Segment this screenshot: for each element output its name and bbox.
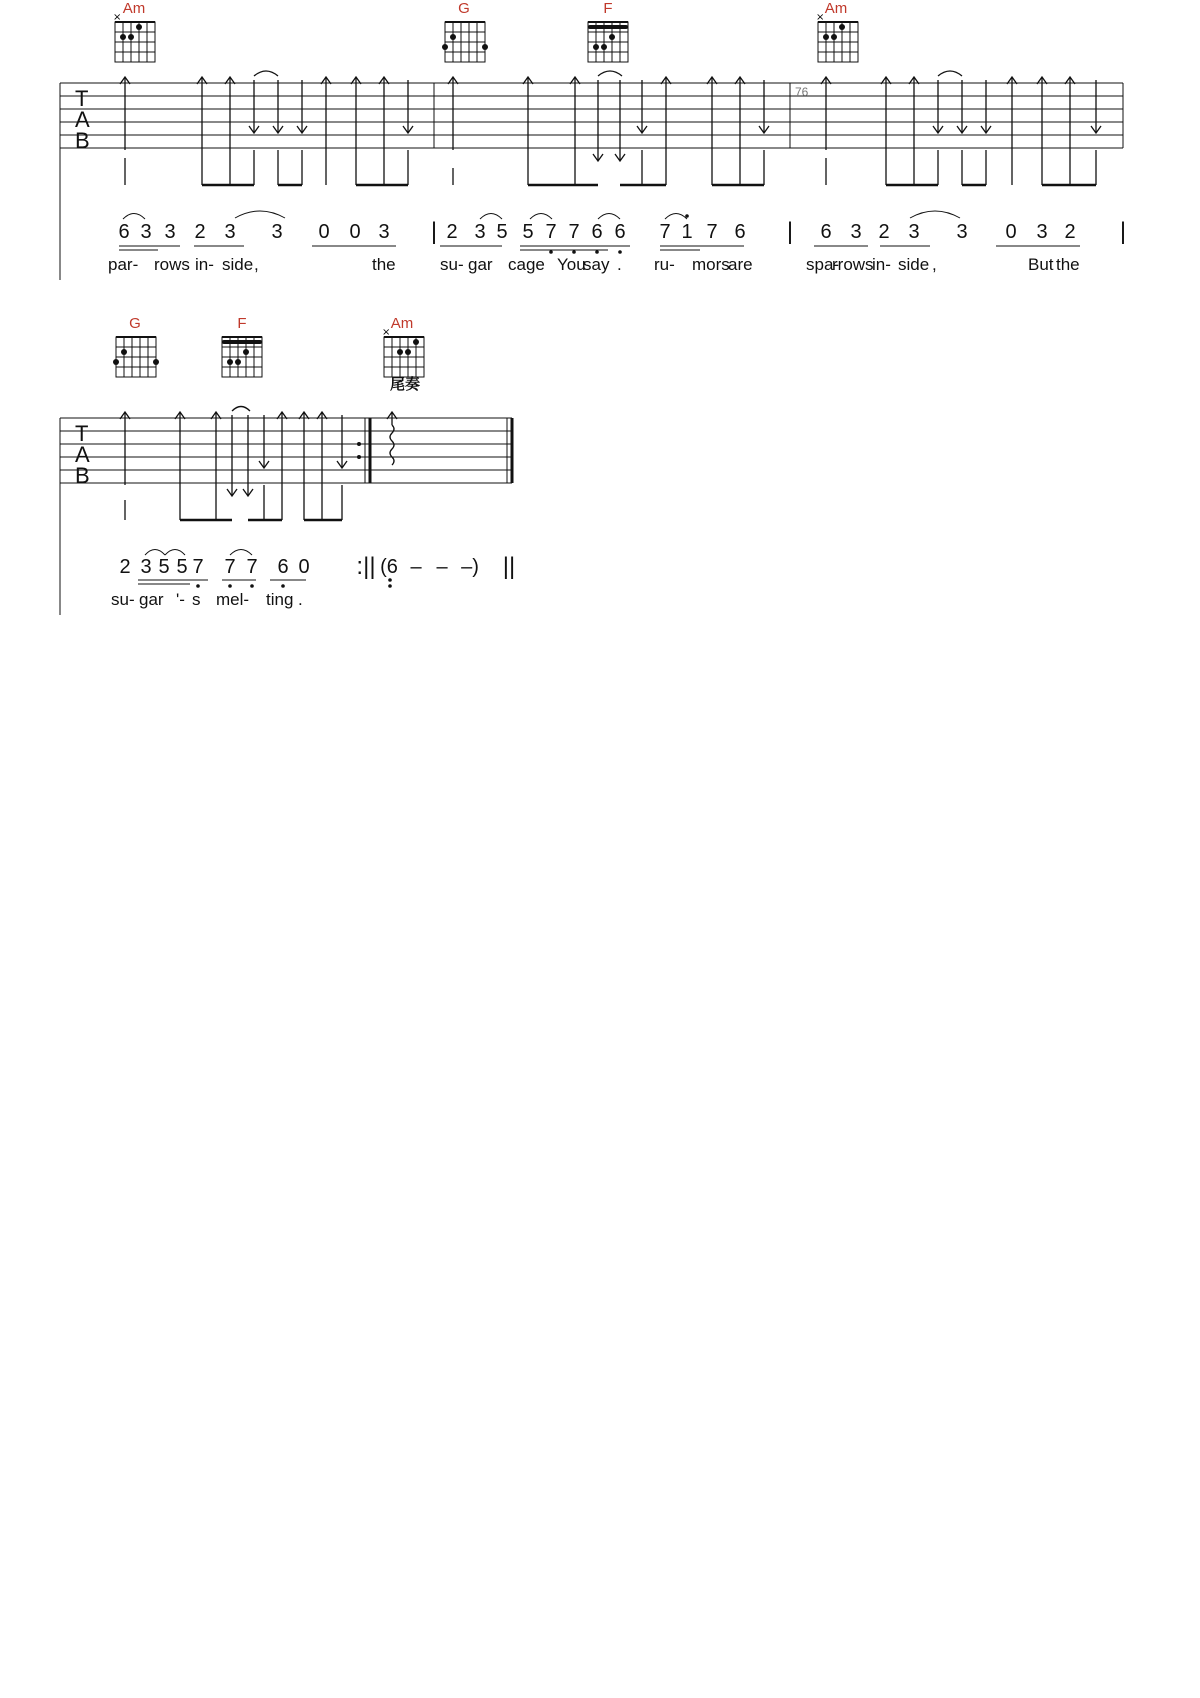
lyric-syllable: rrows <box>832 255 874 274</box>
jianpu-note: 3 <box>378 221 390 243</box>
jianpu-note: 3 <box>850 221 862 243</box>
jianpu-note: 0 <box>1005 221 1017 243</box>
measure-number: 76 <box>795 85 809 99</box>
lyric-syllable: gar <box>139 590 164 609</box>
system-2-graphics <box>0 0 1200 620</box>
svg-text:×: × <box>382 327 391 338</box>
jianpu-note: 7 <box>706 221 718 243</box>
chord-name-am: Am <box>122 0 146 17</box>
chord-name-f: F <box>603 0 613 17</box>
lyric-syllable: ru- <box>654 255 675 274</box>
jianpu-note: 3 <box>140 556 152 578</box>
chord-diagram-g <box>113 337 159 377</box>
strum-pattern-2 <box>120 407 397 521</box>
lyric-syllable: You <box>557 255 586 274</box>
jianpu-note: 3 <box>164 221 176 243</box>
final-barline <box>507 418 512 483</box>
jianpu-dash: – <box>436 556 448 578</box>
lyric-syllable: side <box>898 255 930 274</box>
jianpu-note: 5 <box>158 556 170 578</box>
lyric-syllable: the <box>372 255 396 274</box>
jianpu-note: 5 <box>522 221 534 243</box>
repeat-sign-text: :|| <box>356 553 376 580</box>
jianpu-note: 7 <box>568 221 580 243</box>
jianpu-note: 0 <box>298 556 310 578</box>
tab-clef-a: A <box>75 107 90 132</box>
lyric-syllable: par- <box>108 255 139 274</box>
section-label-outro: 尾奏 <box>390 375 421 393</box>
final-barline-text: || <box>502 553 516 580</box>
tab-clef-b: B <box>75 463 90 488</box>
tab-clef-t: T <box>75 421 89 446</box>
jianpu-note: 3 <box>956 221 968 243</box>
jianpu-note: 2 <box>194 221 206 243</box>
jianpu-note: 0 <box>349 221 361 243</box>
jianpu-note: 3 <box>271 221 283 243</box>
jianpu-note: 3 <box>224 221 236 243</box>
lyric-syllable: But <box>1028 255 1054 274</box>
tab-clef-t: T <box>75 86 89 111</box>
chord-name-am: Am <box>390 315 414 332</box>
barline-text: | <box>786 218 794 245</box>
jianpu-dash: –) <box>461 556 479 578</box>
jianpu-note: 3 <box>1036 221 1048 243</box>
jianpu-note: 7 <box>192 556 204 578</box>
jianpu-note: 6 <box>591 221 603 243</box>
chord-name-g: G <box>458 0 470 17</box>
jianpu-note: 1 <box>681 221 693 243</box>
lyric-syllable: say <box>583 255 610 274</box>
lyric-syllable: in- <box>872 255 891 274</box>
jianpu-note: (6 <box>380 556 398 578</box>
jianpu-note: 7 <box>224 556 236 578</box>
lyric-syllable: the <box>1056 255 1080 274</box>
chord-name-g: G <box>129 315 141 332</box>
repeat-end-barline <box>357 418 370 483</box>
jianpu-note: 6 <box>277 556 289 578</box>
jianpu-note: 5 <box>496 221 508 243</box>
svg-text:×: × <box>816 12 825 23</box>
jianpu-note: 6 <box>734 221 746 243</box>
jianpu-note: 2 <box>878 221 890 243</box>
chord-name-am: Am <box>824 0 848 17</box>
jianpu-note: 2 <box>1064 221 1076 243</box>
lyric-syllable: gar <box>468 255 493 274</box>
svg-text:×: × <box>113 12 122 23</box>
jianpu-note: 3 <box>908 221 920 243</box>
lyric-syllable: su- <box>440 255 464 274</box>
lyric-syllable: , <box>254 255 259 274</box>
jianpu-dash: – <box>410 556 422 578</box>
lyric-syllable: , <box>932 255 937 274</box>
lyric-syllable: mors <box>692 255 730 274</box>
jianpu-note: 5 <box>176 556 188 578</box>
jianpu-note: 0 <box>318 221 330 243</box>
lyric-syllable: cage <box>508 255 545 274</box>
jianpu-note: 7 <box>659 221 671 243</box>
jianpu-note: 6 <box>614 221 626 243</box>
lyric-syllable: s <box>192 590 201 609</box>
jianpu-note: 2 <box>119 556 131 578</box>
tab-staff-2 <box>60 418 512 483</box>
jianpu-note: 6 <box>820 221 832 243</box>
chord-diagram-am <box>382 327 424 377</box>
lyric-syllable: ting <box>266 590 294 609</box>
jianpu-note: 3 <box>474 221 486 243</box>
lyric-syllable: su- <box>111 590 135 609</box>
chord-diagram-f <box>222 337 262 377</box>
barline-text: | <box>1119 218 1127 245</box>
lyric-syllable: spa- <box>806 255 840 274</box>
lyric-syllable: in- <box>195 255 214 274</box>
jianpu-note: 7 <box>246 556 258 578</box>
lyric-syllable: . <box>617 255 622 274</box>
jianpu-note: 6 <box>118 221 130 243</box>
lyric-syllable: side <box>222 255 254 274</box>
jianpu-note: 3 <box>140 221 152 243</box>
chord-name-f: F <box>237 315 247 332</box>
lyric-syllable: '- <box>176 590 185 609</box>
tab-clef-a: A <box>75 442 90 467</box>
jianpu-note: 2 <box>446 221 458 243</box>
jianpu-note: 7 <box>545 221 557 243</box>
lyric-syllable: rows <box>154 255 190 274</box>
lyric-syllable: . <box>298 590 303 609</box>
barline-text: | <box>430 218 438 245</box>
lyric-syllable: mel- <box>216 590 250 609</box>
lyric-syllable: are <box>728 255 753 274</box>
tab-clef-b: B <box>75 128 90 153</box>
